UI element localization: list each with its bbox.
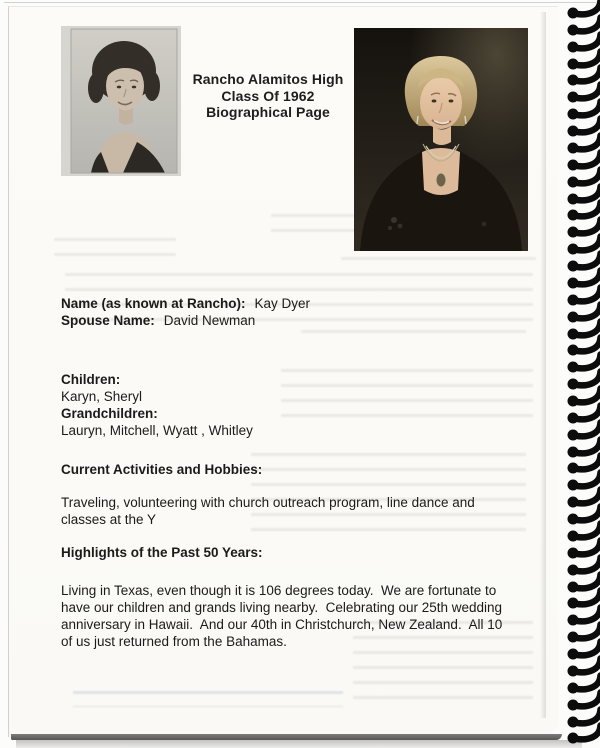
earring [417, 116, 418, 124]
binding-coil [566, 713, 600, 729]
page-type: Biographical Page [206, 104, 330, 120]
bleedthrough-text [73, 691, 343, 707]
spouse-field [61, 312, 310, 329]
binding-coil [566, 645, 600, 661]
binding-coil [566, 443, 600, 459]
highlights-heading: Highlights of the Past 50 Years: [61, 545, 263, 560]
binding-coil [566, 21, 600, 37]
page-title [159, 71, 377, 121]
grandchildren-label: Grandchildren: [61, 406, 158, 421]
binding-coil [566, 341, 600, 357]
scan-edge-line [4, 2, 596, 3]
binding-coil [566, 375, 600, 391]
page-sheet [8, 6, 558, 737]
class-year: Class Of 1962 [221, 87, 315, 104]
binding-coil [566, 308, 600, 324]
binding-coil [566, 696, 600, 712]
binding-coil [566, 628, 600, 644]
binding-coil [566, 476, 600, 492]
binding-coil [566, 325, 600, 341]
binding-coil [566, 71, 600, 87]
name-block [61, 295, 310, 329]
activities-heading: Current Activities and Hobbies: [61, 462, 263, 477]
earring [465, 116, 466, 124]
name-value: Kay Dyer [254, 296, 311, 311]
binding-coil [566, 527, 600, 543]
binding-coil [566, 139, 600, 155]
binding-coil [566, 729, 600, 745]
binding-coil [566, 291, 600, 307]
spiral-binding [552, 0, 600, 748]
face [420, 77, 462, 129]
current-photo [354, 28, 528, 251]
binding-coil [566, 38, 600, 54]
binding-coil [566, 122, 600, 138]
binding-coil [566, 510, 600, 526]
chest [422, 148, 460, 195]
binding-coil [566, 88, 600, 104]
binding-coil [566, 459, 600, 475]
binding-coil [566, 662, 600, 678]
spouse-label: Spouse Name: [61, 313, 155, 328]
bleedthrough-text [281, 369, 533, 429]
page-edge-shadow [540, 12, 546, 718]
necklace-pendant [436, 173, 446, 187]
spouse-value: David Newman [163, 313, 256, 328]
children-label: Children: [61, 372, 121, 387]
binding-coil [566, 240, 600, 256]
school-name: Rancho Alamitos High [192, 71, 344, 87]
binding-coil [566, 206, 600, 222]
name-field [61, 295, 310, 312]
binding-coil [566, 493, 600, 509]
family-block [61, 371, 253, 439]
binding-coil [566, 105, 600, 121]
binding-coil [566, 544, 600, 560]
current-photo-graphic [354, 28, 528, 251]
bleedthrough-text [341, 257, 536, 270]
binding-coil [566, 274, 600, 290]
binding-coil [566, 578, 600, 594]
binding-coil [566, 392, 600, 408]
grandchildren-value: Lauryn, Mitchell, Wyatt , Whitley [61, 423, 253, 438]
binding-coil [566, 173, 600, 189]
binding-coil [566, 55, 600, 71]
binding-coil [566, 223, 600, 239]
page-bottom-shadow [16, 740, 582, 748]
binding-coil [566, 561, 600, 577]
binding-coil [566, 358, 600, 374]
bleedthrough-text [54, 238, 176, 265]
binding-coil [566, 156, 600, 172]
name-label: Name (as known at Rancho): [61, 296, 246, 311]
binding-coil [566, 426, 600, 442]
activities-text: Traveling, volunteering with church outreach program, line dance and classes at the Y [61, 495, 475, 527]
binding-coil [566, 409, 600, 425]
binding-coil [566, 257, 600, 273]
children-value: Karyn, Sheryl [61, 389, 143, 404]
binding-coil [566, 190, 600, 206]
binding-coil [566, 679, 600, 695]
highlights-text: Living in Texas, even though it is 106 degrees today. We are fortunate to have our children and grands living nearby. Celebrating our 25th wedding anniversary in Hawaii. And our 40th in Christchurch, New Zealand. All 10 of us just returned from the Bahamas. [61, 583, 503, 649]
bleedthrough-text [301, 330, 526, 344]
binding-coil [566, 594, 600, 610]
binding-coil [566, 4, 600, 20]
binding-coil [566, 611, 600, 627]
